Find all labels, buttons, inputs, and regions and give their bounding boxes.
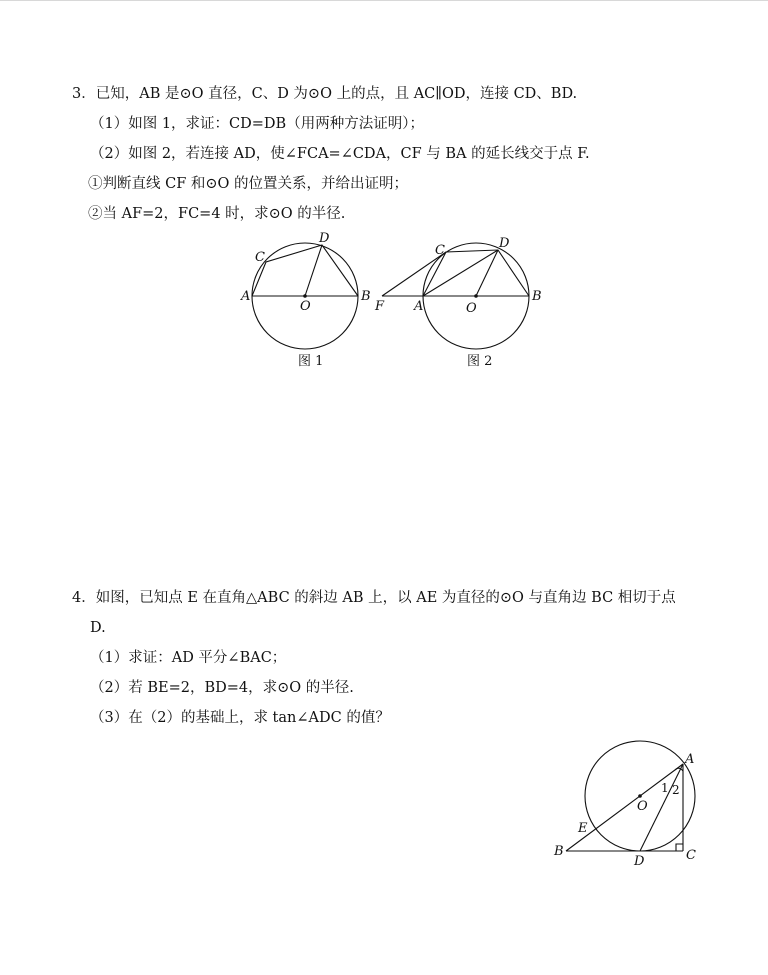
fig2-label-o: O (466, 301, 477, 316)
fig2-tangent-fc (382, 252, 446, 296)
top-border (0, 0, 768, 1)
q4-label-o: O (637, 799, 648, 814)
fig2-label-d: D (499, 236, 510, 251)
q3-part2-sub2: ②当 AF=2，FC=4 时，求⊙O 的半径. (88, 206, 346, 222)
q4-part1: （1）求证：AD 平分∠BAC； (90, 650, 287, 666)
q3-part2-sub1: ①判断直线 CF 和⊙O 的位置关系，并给出证明； (88, 176, 409, 192)
q3-part2: （2）如图 2，若连接 AD，使∠FCA=∠CDA，CF 与 BA 的延长线交于点 F. (90, 146, 590, 162)
q4-figure (548, 738, 708, 873)
fig1-center-dot (303, 294, 307, 298)
fig1-label-b: B (361, 289, 371, 304)
q4-label-e: E (578, 821, 588, 836)
q4-right-angle-mark (676, 844, 683, 851)
fig2-label-c: C (435, 243, 445, 258)
q4-hypotenuse-ab (566, 764, 683, 851)
q4-label-b: B (554, 844, 564, 859)
q4-center-dot (638, 794, 642, 798)
q4-part3: （3）在（2）的基础上，求 tan∠ADC 的值？ (90, 710, 390, 726)
fig1-label-d: D (319, 231, 330, 246)
fig2-label-b: B (532, 289, 542, 304)
fig2-center-dot (474, 294, 478, 298)
q3-figure-1 (236, 230, 386, 375)
q4-part2: （2）若 BE=2，BD=4，求⊙O 的半径. (90, 680, 354, 696)
fig2-caption: 图 2 (467, 354, 493, 369)
fig1-caption: 图 1 (298, 354, 324, 369)
fig2-label-f: F (375, 299, 385, 314)
fig2-label-a: A (414, 299, 424, 314)
fig1-segment-od (305, 245, 322, 296)
fig1-label-c: C (255, 250, 265, 265)
q4-angle-arc (675, 768, 683, 771)
q4-stem-line1: 4．如图，已知点 E 在直角△ABC 的斜边 AB 上，以 AE 为直径的⊙O 与直角边 BC 相切于点 (72, 590, 676, 606)
q3-stem: 3．已知，AB 是⊙O 直径，C、D 为⊙O 上的点，且 AC∥OD，连接 CD、BD. (72, 86, 578, 102)
q3-part1: （1）如图 1，求证：CD=DB（用两种方法证明）； (90, 116, 424, 132)
fig1-label-o: O (300, 299, 311, 314)
q3-figure-2 (370, 230, 550, 375)
q4-label-c: C (686, 848, 696, 863)
q4-angle-label-2: 2 (672, 783, 680, 797)
q4-label-d: D (634, 854, 645, 869)
fig1-chords-acdb (252, 245, 358, 296)
q4-stem-line2: D. (90, 620, 106, 636)
fig1-label-a: A (241, 289, 251, 304)
q4-label-a: A (685, 752, 695, 767)
q4-angle-label-1: 1 (661, 781, 669, 795)
